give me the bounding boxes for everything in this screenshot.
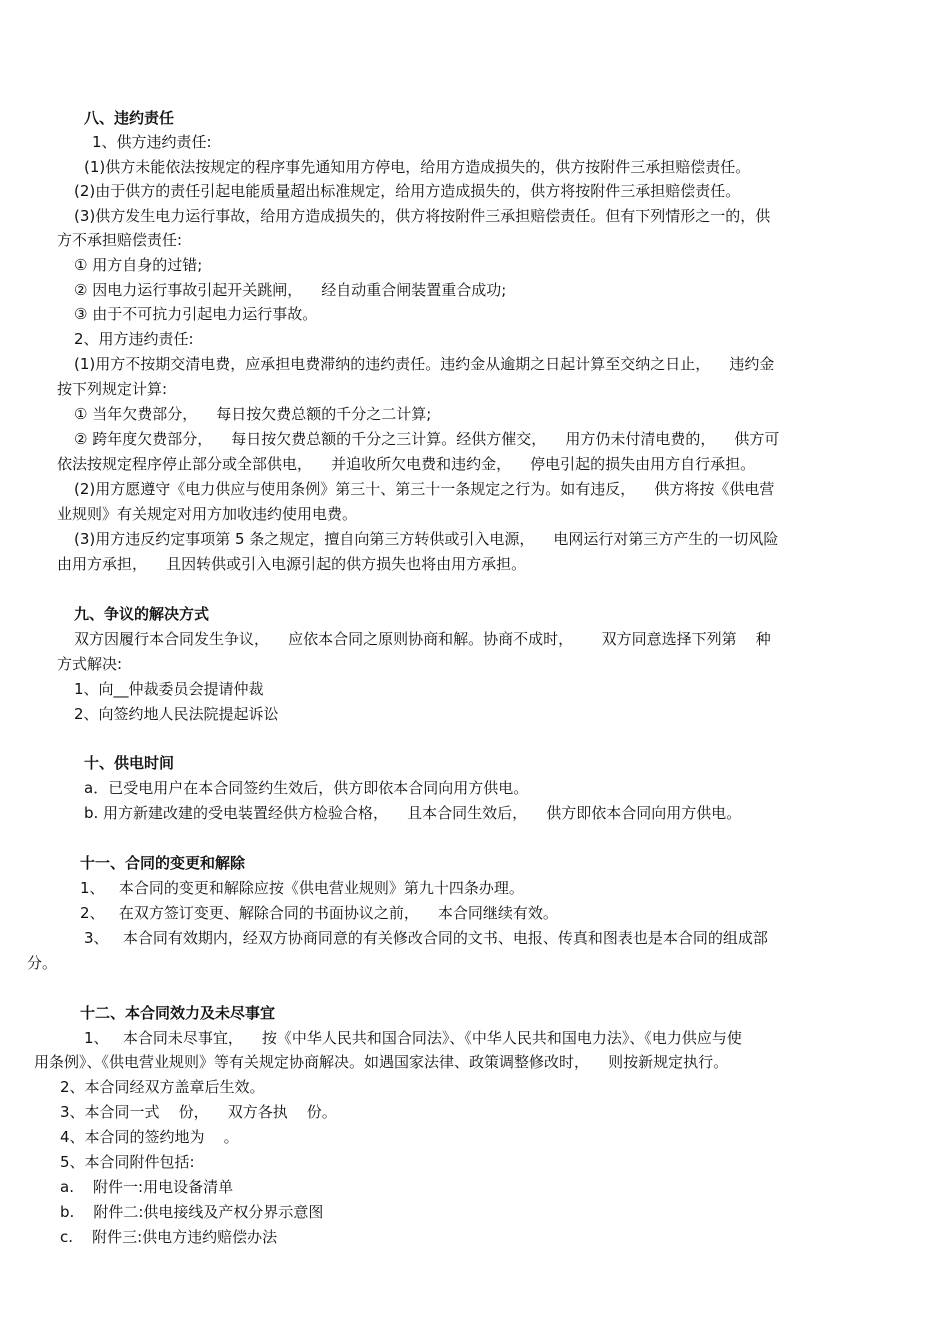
user-liability-heading: 2、用方违约责任: <box>74 330 194 348</box>
paragraph-continuation: 分。 <box>27 954 58 972</box>
list-item: ③ 由于不可抗力引起电力运行事故。 <box>74 305 318 323</box>
paragraph-continuation: 业规则》有关规定对用方加收违约使用电费。 <box>57 505 358 523</box>
paragraph: (2)由于供方的责任引起电能质量超出标准规定，给用方造成损失的，供方将按附件三承担赔偿责任。 <box>74 182 741 200</box>
list-item: 2、本合同经双方盖章后生效。 <box>60 1078 265 1096</box>
paragraph-continuation: 依法按规定程序停止部分或全部供电， 并追收所欠电费和违约金， 停电引起的损失由用方自行承担。 <box>57 455 756 473</box>
attachment-item: a. 附件一:用电设备清单 <box>60 1178 234 1196</box>
section-11-heading: 十一、合同的变更和解除 <box>80 854 246 872</box>
paragraph-continuation: 由用方承担， 且因转供或引入电源引起的供方损失也将由用方承担。 <box>57 555 527 573</box>
list-item: ② 因电力运行事故引起开关跳闸， 经自动重合闸装置重合成功; <box>74 281 507 299</box>
list-item: 4、本合同的签约地为 。 <box>60 1128 239 1146</box>
section-9-heading: 九、争议的解决方式 <box>74 605 210 623</box>
list-item: a．已受电用户在本合同签约生效后，供方即依本合同向用方供电。 <box>84 779 529 797</box>
paragraph: (3)用方违反约定事项第 5 条之规定，擅自向第三方转供或引入电源， 电网运行对第三方产生的一切风险 <box>74 530 779 548</box>
list-item: ② 跨年度欠费部分， 每日按欠费总额的千分之三计算。经供方催交， 用方仍未付清电费的， 供方可 <box>74 430 780 448</box>
section-8-heading: 八、违约责任 <box>84 109 175 127</box>
attachment-item: b. 附件二:供电接线及产权分界示意图 <box>60 1203 324 1221</box>
list-item: 1、 本合同未尽事宜， 按《中华人民共和国合同法》、《中华人民共和国电力法》、《电力供应与使 <box>84 1029 742 1047</box>
paragraph: (1)供方未能依法按规定的程序事先通知用方停电，给用方造成损失的，供方按附件三承担赔偿责任。 <box>84 158 751 176</box>
list-item: 1、向__仲裁委员会提请仲裁 <box>74 680 264 698</box>
section-10-heading: 十、供电时间 <box>84 754 175 772</box>
paragraph: (2)用方愿遵守《电力供应与使用条例》第三十、第三十一条规定之行为。如有违反， 供方将按《供电营 <box>74 480 775 498</box>
list-item: ① 用方自身的过错; <box>74 256 203 274</box>
paragraph-continuation: 方不承担赔偿责任: <box>57 231 183 249</box>
supplier-liability-heading: 1、供方违约责任: <box>92 133 212 151</box>
list-item: 3、 本合同有效期内，经双方协商同意的有关修改合同的文书、电报、传真和图表也是本合同的组成部 <box>84 929 768 947</box>
list-item: 1、 本合同的变更和解除应按《供电营业规则》第九十四条办理。 <box>80 879 524 897</box>
list-item: 2、 在双方签订变更、解除合同的书面协议之前， 本合同继续有效。 <box>80 904 558 922</box>
paragraph: (1)用方不按期交清电费，应承担电费滞纳的违约责任。违约金从逾期之日起计算至交纳之日止， 违约金 <box>74 355 775 373</box>
section-12-heading: 十二、本合同效力及未尽事宜 <box>80 1004 276 1022</box>
list-item: ① 当年欠费部分， 每日按欠费总额的千分之二计算; <box>74 405 432 423</box>
list-item: 3、本合同一式 份， 双方各执 份。 <box>60 1103 337 1121</box>
paragraph: 双方因履行本合同发生争议， 应依本合同之原则协商和解。协商不成时， 双方同意选择下列第 种 <box>74 630 771 648</box>
paragraph-continuation: 按下列规定计算: <box>57 380 168 398</box>
list-item: 2、向签约地人民法院提起诉讼 <box>74 705 279 723</box>
paragraph: (3)供方发生电力运行事故，给用方造成损失的，供方将按附件三承担赔偿责任。但有下列情形之一的，供 <box>74 207 771 225</box>
list-item: 5、本合同附件包括: <box>60 1153 195 1171</box>
list-item: b. 用方新建改建的受电装置经供方检验合格， 且本合同生效后， 供方即依本合同向用方供电。 <box>84 804 742 822</box>
paragraph-continuation: 用条例》、《供电营业规则》等有关规定协商解决。如遇国家法律、政策调整修改时， 则按新规定执行。 <box>34 1053 729 1071</box>
attachment-item: c. 附件三:供电方违约赔偿办法 <box>60 1228 278 1246</box>
paragraph-continuation: 方式解决: <box>57 655 123 673</box>
